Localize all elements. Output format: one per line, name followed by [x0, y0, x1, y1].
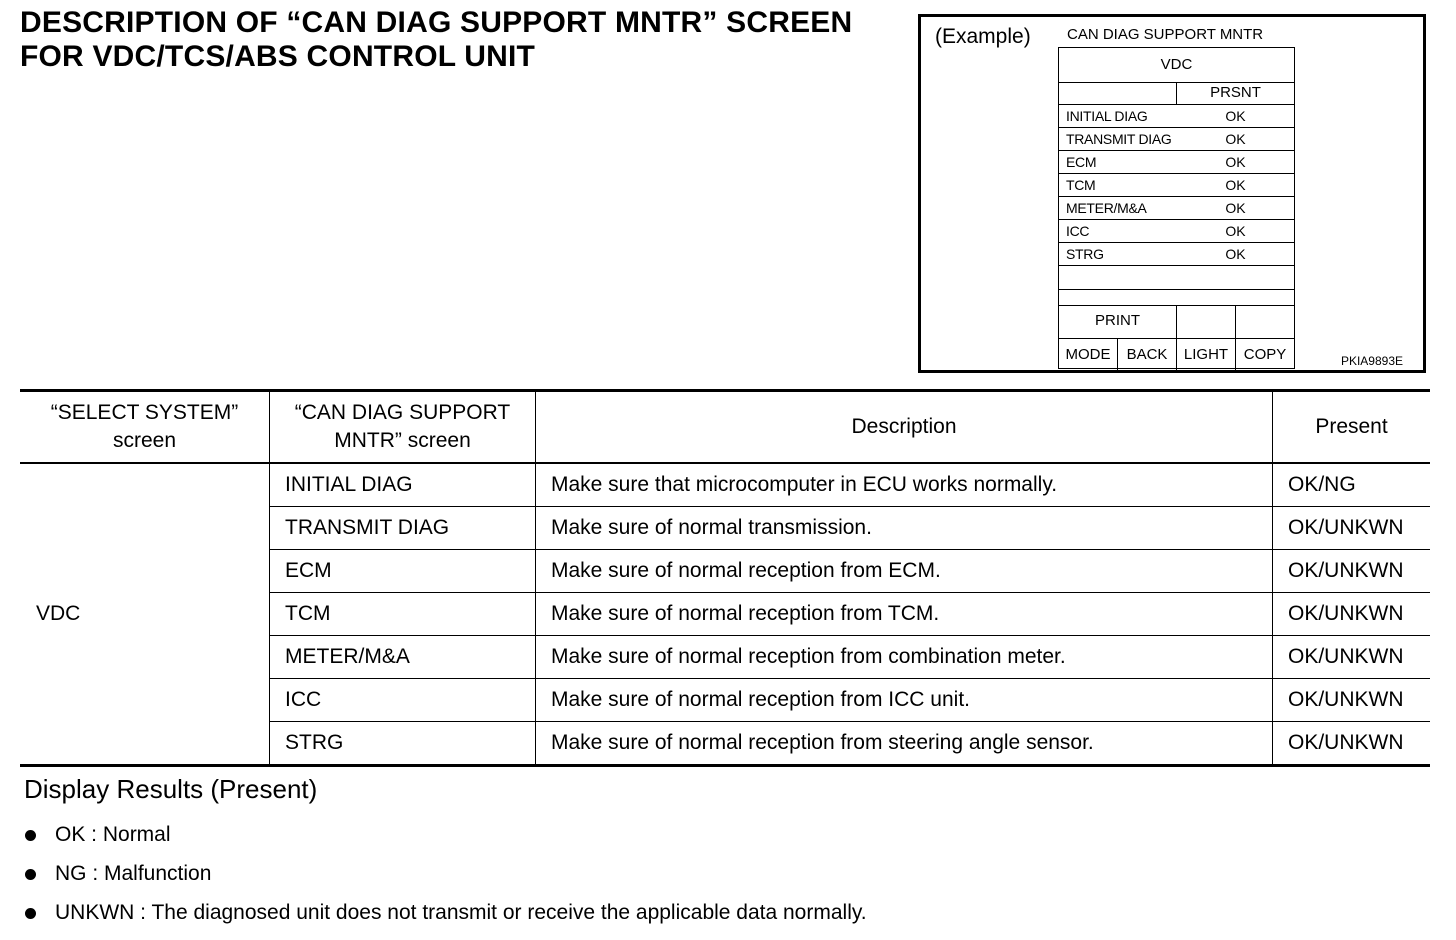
example-print-blank — [1177, 306, 1236, 338]
header-can-diag-line1: “CAN DIAG SUPPORT — [294, 401, 511, 424]
example-row-name: STRG — [1066, 246, 1104, 262]
example-system: VDC — [1059, 48, 1294, 83]
example-figure — [918, 14, 1426, 373]
header-select-system — [20, 391, 270, 464]
example-row-name: TRANSMIT DIAG — [1066, 131, 1172, 147]
example-row-value: OK — [1225, 246, 1246, 262]
present-cell: OK/UNKWN — [1273, 507, 1431, 550]
screen-cell: METER/M&A — [270, 636, 536, 679]
screen-cell: ECM — [270, 550, 536, 593]
example-mode-button[interactable]: MODE — [1059, 339, 1118, 370]
example-row-name: ICC — [1066, 223, 1090, 239]
system-cell: VDC — [20, 463, 270, 766]
example-print-blank — [1236, 306, 1294, 338]
example-empty-row — [1059, 289, 1294, 306]
table-header-row — [20, 391, 1430, 464]
header-can-diag-line2: MNTR” screen — [334, 429, 471, 452]
example-row-value: OK — [1225, 200, 1246, 216]
description-cell: Make sure of normal reception from ICC unit. — [536, 679, 1273, 722]
example-row — [1059, 220, 1294, 243]
example-row-name: TCM — [1066, 177, 1096, 193]
example-row-name: ECM — [1066, 154, 1097, 170]
example-back-button[interactable]: BACK — [1118, 339, 1177, 370]
example-light-button[interactable]: LIGHT — [1177, 339, 1236, 370]
header-select-system-line1: “SELECT SYSTEM” — [50, 401, 239, 424]
example-print-row — [1059, 306, 1294, 338]
description-cell: Make sure of normal reception from ECM. — [536, 550, 1273, 593]
bullet-icon — [25, 869, 36, 880]
title-line-1: DESCRIPTION OF “CAN DIAG SUPPORT MNTR” SCREEN — [20, 6, 853, 39]
page-title — [20, 6, 852, 74]
legend-title: Display Results (Present) — [24, 774, 318, 804]
example-column-header: PRSNT — [1210, 84, 1261, 101]
screen-cell: ICC — [270, 679, 536, 722]
example-header-row — [1059, 82, 1294, 105]
screen-cell: TRANSMIT DIAG — [270, 507, 536, 550]
example-empty-row — [1059, 266, 1294, 290]
example-row-name: METER/M&A — [1066, 200, 1147, 216]
list-item — [24, 898, 867, 937]
bullet-icon — [25, 908, 36, 919]
legend-ok: OK : Normal — [55, 823, 171, 846]
description-cell: Make sure of normal reception from TCM. — [536, 593, 1273, 636]
legend-unkwn: UNKWN : The diagnosed unit does not transmit or receive the applicable data normally. — [55, 901, 867, 924]
example-row — [1059, 243, 1294, 266]
example-button-bar — [1059, 338, 1294, 370]
present-cell: OK/UNKWN — [1273, 722, 1431, 766]
header-description: Description — [536, 391, 1273, 464]
example-row-value: OK — [1225, 223, 1246, 239]
description-cell: Make sure that microcomputer in ECU works normally. — [536, 463, 1273, 507]
description-cell: Make sure of normal reception from combination meter. — [536, 636, 1273, 679]
example-row-value: OK — [1225, 177, 1246, 193]
example-row — [1059, 174, 1294, 197]
can-diag-table — [20, 389, 1430, 767]
present-cell: OK/UNKWN — [1273, 550, 1431, 593]
example-row — [1059, 151, 1294, 174]
example-screen — [1058, 47, 1295, 369]
screen-cell: INITIAL DIAG — [270, 463, 536, 507]
present-cell: OK/NG — [1273, 463, 1431, 507]
example-row-value: OK — [1225, 154, 1246, 170]
bullet-icon — [25, 830, 36, 841]
screen-cell: STRG — [270, 722, 536, 766]
legend-ng: NG : Malfunction — [55, 862, 212, 885]
example-row — [1059, 128, 1294, 151]
header-select-system-line2: screen — [112, 429, 177, 452]
example-label: (Example) — [935, 25, 1031, 48]
example-row — [1059, 197, 1294, 220]
example-row-name: INITIAL DIAG — [1066, 108, 1148, 124]
header-present: Present — [1273, 391, 1431, 464]
list-item — [24, 820, 867, 859]
example-screen-title: CAN DIAG SUPPORT MNTR — [1067, 26, 1264, 43]
legend-list — [24, 820, 867, 937]
present-cell: OK/UNKWN — [1273, 593, 1431, 636]
example-copy-button[interactable]: COPY — [1243, 346, 1287, 363]
figure-code: PKIA9893E — [1340, 354, 1403, 368]
header-can-diag — [270, 391, 536, 464]
description-cell: Make sure of normal reception from steering angle sensor. — [536, 722, 1273, 766]
list-item — [24, 859, 867, 898]
table-row — [20, 463, 1430, 507]
example-print-button[interactable]: PRINT — [1059, 306, 1177, 338]
present-cell: OK/UNKWN — [1273, 636, 1431, 679]
example-row-value: OK — [1225, 108, 1246, 124]
title-line-2: FOR VDC/TCS/ABS CONTROL UNIT — [20, 40, 536, 73]
description-cell: Make sure of normal transmission. — [536, 507, 1273, 550]
example-row-value: OK — [1225, 131, 1246, 147]
screen-cell: TCM — [270, 593, 536, 636]
present-cell: OK/UNKWN — [1273, 679, 1431, 722]
example-row — [1059, 105, 1294, 128]
